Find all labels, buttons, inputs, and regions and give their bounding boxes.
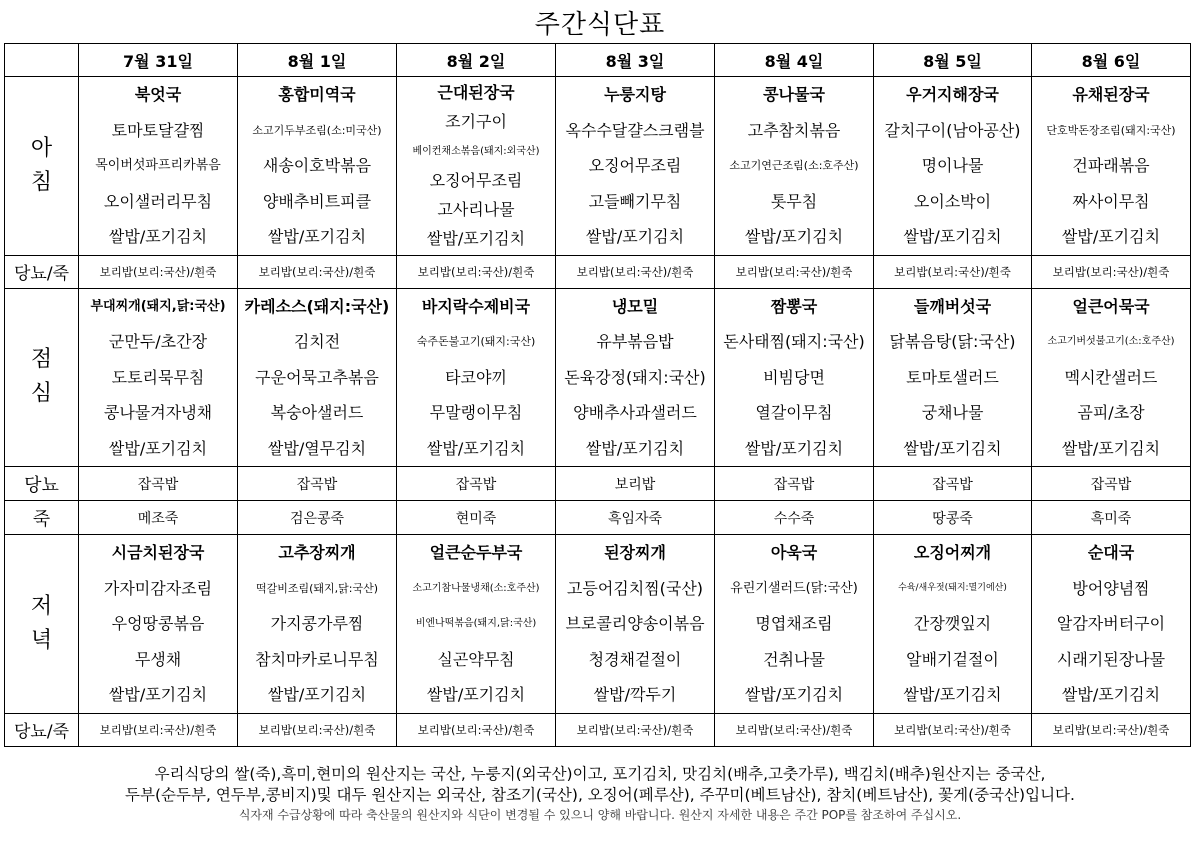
menu-item: 유린기샐러드(닭:국산) (730, 580, 858, 596)
lunch_porridge-cell: 흑임자죽 (556, 501, 715, 535)
menu-item: 돈육강정(돼지:국산) (564, 367, 706, 387)
menu-item: 명이나물 (921, 156, 984, 175)
dinner-label-char-2: 녁 (30, 627, 53, 653)
menu-item: 콩나물겨자냉채 (103, 403, 213, 422)
lunch_porridge-cell: 흑미죽 (1032, 501, 1191, 535)
main-dish: 유채된장국 (1072, 85, 1150, 104)
lunch_diabetic-cell: 잡곡밥 (874, 467, 1032, 501)
day-header: 8월 2일 (397, 44, 556, 77)
menu-item: 갈치구이(남아공산) (884, 120, 1021, 140)
menu-item: 멕시칸샐러드 (1064, 367, 1158, 387)
dinner_porridge-cell: 보리밥(보리:국산)/흰죽 (556, 713, 715, 746)
menu-item: 비엔나떡볶음(돼지,닭:국산) (415, 618, 537, 629)
lunch_porridge-cell: 검은콩죽 (238, 501, 397, 535)
dinner-label-char-1: 저 (30, 593, 53, 619)
menu-item: 쌀밥/포기김치 (108, 227, 208, 246)
menu-item: 쌀밥/포기김치 (267, 227, 367, 246)
menu-item: 가자미감자조림 (103, 578, 213, 598)
menu-item: 오이샐러리무침 (103, 191, 213, 211)
page-title: 주간식단표 (534, 10, 666, 40)
menu-item: 베이컨채소볶음(돼지:외국산) (412, 145, 540, 157)
breakfast-label-char-1: 아 (30, 135, 53, 161)
menu-item: 우엉땅콩볶음 (111, 614, 205, 633)
breakfast-cell (1032, 77, 1191, 256)
weekly-menu-table (4, 43, 1191, 747)
menu-item: 쌀밥/포기김치 (744, 438, 844, 458)
menu-item: 알감자버터구이 (1056, 614, 1166, 633)
menu-item: 건취나물 (763, 649, 825, 669)
dinner-cell (397, 535, 556, 714)
main-dish: 북엇국 (134, 85, 182, 104)
lunch_porridge-cell: 메조죽 (79, 501, 238, 535)
dinner_porridge-cell: 보리밥(보리:국산)/흰죽 (715, 713, 874, 746)
menu-item: 오이소박이 (913, 191, 992, 211)
menu-item: 쌀밥/포기김치 (426, 438, 526, 458)
main-dish: 부대찌개(돼지,닭:국산) (90, 298, 226, 314)
menu-item: 비빔당면 (763, 367, 825, 387)
menu-item: 김치전 (293, 332, 341, 351)
menu-item: 쌀밥/포기김치 (585, 227, 685, 246)
menu-item: 참치마카로니무침 (255, 649, 379, 669)
day-header: 8월 3일 (556, 44, 715, 77)
origin-notice-line-1: 우리식당의 쌀(죽),흑미,현미의 원산지는 국산, 누룽지(외국산)이고, 포기김치, 맛김치(배추,고춧가루), 백김치(배추)원산지는 중국산, (154, 765, 1046, 783)
dinner-row (5, 535, 1191, 714)
menu-item: 쌀밥/포기김치 (1061, 685, 1161, 704)
menu-item: 쌀밥/포기김치 (108, 685, 208, 704)
breakfast-diabetic-porridge-row (5, 255, 1191, 288)
menu-item: 쌀밥/포기김치 (585, 438, 685, 458)
dinner-cell (874, 535, 1032, 714)
lunch-porridge-row (5, 501, 1191, 535)
menu-item: 소고기참나물냉채(소:호주산) (412, 582, 540, 594)
main-dish: 고추장찌개 (278, 543, 356, 562)
menu-item: 무말랭이무침 (429, 403, 523, 422)
main-dish: 순대국 (1087, 543, 1135, 562)
main-dish: 우거지해장국 (906, 85, 999, 104)
lunch-cell (715, 288, 874, 467)
lunch-cell (397, 288, 556, 467)
lunch_porridge-cell: 현미죽 (397, 501, 556, 535)
day-header: 7월 31일 (79, 44, 238, 77)
diabetic-porridge-label: 당뇨/죽 (5, 713, 79, 746)
lunch_porridge-cell: 땅콩죽 (874, 501, 1032, 535)
dinner-cell (79, 535, 238, 714)
breakfast_porridge-cell: 보리밥(보리:국산)/흰죽 (397, 255, 556, 288)
main-dish: 홍합미역국 (278, 85, 356, 104)
lunch-label-char-2: 심 (30, 381, 53, 407)
menu-item: 닭볶음탕(닭:국산) (889, 332, 1016, 351)
lunch_diabetic-cell: 잡곡밥 (1032, 467, 1191, 501)
lunch-cell (238, 288, 397, 467)
porridge-label: 죽 (5, 501, 79, 535)
diabetic-porridge-label: 당뇨/죽 (5, 255, 79, 288)
main-dish: 아욱국 (770, 543, 818, 562)
menu-item: 양배추사과샐러드 (573, 403, 697, 422)
menu-item: 소고기두부조림(소:미국산) (252, 123, 382, 137)
menu-item: 고들빼기무침 (588, 191, 682, 211)
lunch-cell (1032, 288, 1191, 467)
menu-item: 방어양념찜 (1072, 578, 1150, 598)
menu-item: 곰피/초장 (1077, 403, 1145, 422)
lunch-row (5, 288, 1191, 467)
menu-item: 가지콩가루찜 (270, 614, 364, 633)
breakfast-label-char-2: 침 (30, 169, 53, 195)
menu-item: 도토리묵무침 (111, 367, 205, 387)
origin-notice-line-2: 두부(순두부, 연두부,콩비지)및 대두 원산지는 외국산, 참조기(국산), 오징어(페루산), 주꾸미(베트남산), 참치(베트남산), 꽃게(중국산)입니다. (125, 786, 1075, 804)
menu-item: 소고기연근조림(소:호주산) (729, 159, 859, 172)
breakfast-cell (397, 77, 556, 256)
main-dish: 바지락수제비국 (421, 296, 531, 316)
menu-item: 쌀밥/깍두기 (593, 685, 677, 704)
menu-item: 쌀밥/포기김치 (1061, 438, 1161, 458)
lunch_diabetic-cell: 잡곡밥 (79, 467, 238, 501)
main-dish: 냉모밀 (611, 296, 659, 316)
menu-item: 건파래볶음 (1072, 156, 1150, 175)
dinner_porridge-cell: 보리밥(보리:국산)/흰죽 (1032, 713, 1191, 746)
breakfast_porridge-cell: 보리밥(보리:국산)/흰죽 (874, 255, 1032, 288)
menu-item: 고추참치볶음 (747, 120, 841, 140)
menu-item: 궁채나물 (921, 403, 984, 422)
menu-item: 목이버섯파프리카볶음 (95, 158, 221, 173)
day-header: 8월 5일 (874, 44, 1032, 77)
main-dish: 얼큰순두부국 (429, 543, 523, 562)
breakfast_porridge-cell: 보리밥(보리:국산)/흰죽 (238, 255, 397, 288)
menu-item: 쌀밥/포기김치 (1061, 227, 1161, 246)
menu-item: 쌀밥/열무김치 (267, 438, 367, 458)
menu-item: 쌀밥/포기김치 (903, 227, 1002, 246)
dinner_porridge-cell: 보리밥(보리:국산)/흰죽 (397, 713, 556, 746)
breakfast-cell (556, 77, 715, 256)
menu-item: 쌀밥/포기김치 (267, 685, 367, 704)
lunch-label-char-1: 점 (30, 347, 53, 373)
menu-item: 타코야끼 (445, 367, 507, 387)
menu-item: 청경채겉절이 (588, 649, 682, 669)
breakfast_porridge-cell: 보리밥(보리:국산)/흰죽 (1032, 255, 1191, 288)
main-dish: 얼큰어묵국 (1072, 296, 1150, 316)
menu-item: 무생채 (134, 649, 182, 669)
dinner-cell (715, 535, 874, 714)
dinner_porridge-cell: 보리밥(보리:국산)/흰죽 (874, 713, 1032, 746)
menu-item: 간장깻잎지 (913, 614, 992, 633)
menu-item: 쌀밥/포기김치 (903, 438, 1002, 458)
dinner-label (5, 535, 79, 714)
lunch_diabetic-cell: 보리밥 (556, 467, 715, 501)
lunch-label (5, 288, 79, 467)
dinner_porridge-cell: 보리밥(보리:국산)/흰죽 (79, 713, 238, 746)
dinner-cell (1032, 535, 1191, 714)
breakfast-cell (238, 77, 397, 256)
dinner-cell (556, 535, 715, 714)
dinner_porridge-cell: 보리밥(보리:국산)/흰죽 (238, 713, 397, 746)
menu-item: 수육/새우젓(돼지:멸기에산) (898, 582, 1007, 593)
change-notice: 식자재 수급상황에 따라 축산물의 원산지와 식단이 변경될 수 있으니 양해 바랍니다. 원산지 자세한 내용은 주간 POP를 참조하여 주십시오. (238, 808, 962, 822)
lunch_diabetic-cell: 잡곡밥 (238, 467, 397, 501)
lunch-diabetic-row (5, 467, 1191, 501)
main-dish: 짬뽕국 (770, 296, 818, 316)
menu-item: 쌀밥/포기김치 (744, 685, 844, 704)
menu-item: 구운어묵고추볶음 (255, 367, 379, 387)
menu-item: 알배기겉절이 (906, 649, 999, 669)
menu-item: 토마토샐러드 (906, 367, 999, 387)
main-dish: 시금치된장국 (111, 543, 205, 562)
menu-item: 시래기된장나물 (1056, 649, 1166, 669)
menu-item: 숙주돈불고기(돼지:국산) (416, 335, 536, 348)
dinner-cell (238, 535, 397, 714)
lunch-cell (79, 288, 238, 467)
day-header: 8월 1일 (238, 44, 397, 77)
main-dish: 오징어찌개 (913, 543, 992, 562)
breakfast-row (5, 77, 1191, 256)
menu-item: 열갈이무침 (755, 403, 833, 422)
menu-item: 오징어무조림 (588, 156, 682, 175)
menu-item: 조기구이 (445, 112, 507, 132)
lunch-cell (874, 288, 1032, 467)
menu-item: 쌀밥/포기김치 (426, 685, 526, 704)
menu-item: 고사리나물 (437, 199, 515, 219)
breakfast-cell (874, 77, 1032, 256)
menu-item: 브로콜리양송이볶음 (565, 614, 705, 633)
header-row (5, 44, 1191, 77)
menu-item: 쌀밥/포기김치 (903, 685, 1002, 704)
menu-item: 오징어무조림 (429, 170, 523, 190)
menu-item: 단호박돈장조림(돼지:국산) (1046, 123, 1176, 137)
main-dish: 카레소스(돼지:국산) (244, 296, 390, 316)
menu-item: 쌀밥/포기김치 (744, 227, 844, 246)
breakfast-cell (715, 77, 874, 256)
breakfast-label (5, 77, 79, 256)
menu-item: 군만두/초간장 (108, 332, 208, 351)
menu-item: 돈사태찜(돼지:국산) (723, 332, 865, 351)
lunch_diabetic-cell: 잡곡밥 (715, 467, 874, 501)
menu-item: 톳무침 (770, 191, 818, 211)
menu-item: 떡갈비조림(돼지,닭:국산) (255, 581, 379, 595)
menu-item: 복숭아샐러드 (270, 403, 364, 422)
lunch_diabetic-cell: 잡곡밥 (397, 467, 556, 501)
menu-item: 고등어김치찜(국산) (566, 578, 704, 598)
menu-item: 쌀밥/포기김치 (108, 438, 208, 458)
menu-item: 명엽채조림 (755, 614, 833, 633)
corner-cell (5, 44, 79, 77)
day-header: 8월 6일 (1032, 44, 1191, 77)
menu-item: 유부볶음밥 (596, 332, 674, 351)
menu-item: 실곤약무침 (437, 649, 515, 669)
breakfast_porridge-cell: 보리밥(보리:국산)/흰죽 (79, 255, 238, 288)
menu-item: 소고기버섯불고기(소:호주산) (1047, 336, 1175, 347)
lunch_porridge-cell: 수수죽 (715, 501, 874, 535)
menu-item: 짜사이무침 (1072, 191, 1150, 211)
main-dish: 근대된장국 (437, 83, 515, 103)
menu-item: 쌀밥/포기김치 (426, 229, 526, 249)
breakfast-cell (79, 77, 238, 256)
menu-item: 양배추비트피클 (262, 191, 372, 211)
breakfast_porridge-cell: 보리밥(보리:국산)/흰죽 (556, 255, 715, 288)
menu-item: 옥수수달걀스크램블 (565, 120, 705, 140)
day-header: 8월 4일 (715, 44, 874, 77)
main-dish: 들깨버섯국 (913, 296, 992, 316)
breakfast_porridge-cell: 보리밥(보리:국산)/흰죽 (715, 255, 874, 288)
main-dish: 콩나물국 (763, 85, 825, 104)
main-dish: 된장찌개 (604, 543, 666, 562)
main-dish: 누룽지탕 (604, 85, 666, 104)
menu-item: 새송이호박볶음 (262, 156, 372, 175)
diabetic-label: 당뇨 (5, 467, 79, 501)
dinner-diabetic-porridge-row (5, 713, 1191, 746)
lunch-cell (556, 288, 715, 467)
menu-item: 토마토달걀찜 (111, 120, 205, 140)
